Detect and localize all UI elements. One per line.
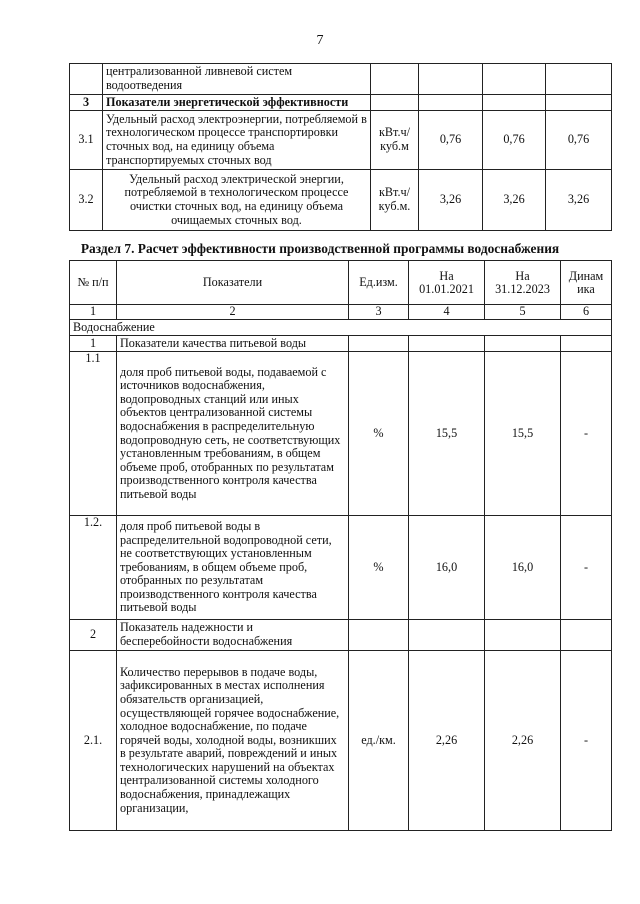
column-number: 5 [485, 305, 561, 320]
indicator-name: Количество перерывов в подаче воды, зафиксированных в местах исполнения обязательств организацией, осуществляющей горячее водоснабжение, холодное водоснабжение, по подаче горячей воды, холодной воды, возникших в результате аварий, повреждений и иных технологических нарушений на объектах централизованной системы холодного водоснабжения, принадлежащих организации, [117, 651, 349, 831]
row-number: 3.2 [70, 170, 103, 231]
value-cell [419, 64, 483, 95]
value-dynamics: - [561, 352, 612, 516]
group-label: Водоснабжение [70, 320, 612, 336]
table-row [70, 95, 612, 111]
table-row [70, 620, 612, 651]
table-row [70, 111, 612, 170]
column-number: 3 [349, 305, 409, 320]
header-unit: Ед.изм. [349, 261, 409, 305]
value-cell: 3,26 [546, 170, 612, 231]
row-number: 3 [70, 95, 103, 111]
table-row [70, 516, 612, 620]
indicator-name: Удельный расход электрической энергии, потребляемой в технологическом процессе очистки сточных вод, на единицу объема очищаемых сточных вод. [103, 170, 371, 231]
value-cell: 3,26 [419, 170, 483, 231]
value-cell [546, 64, 612, 95]
indicator-name: Показатели качества питьевой воды [117, 336, 349, 352]
row-number: 1 [70, 336, 117, 352]
value-dynamics [561, 336, 612, 352]
indicator-name: Удельный расход электроэнергии, потребляемой в технологическом процессе транспортировки сточных вод, на единицу объема транспортируемых сточных вод [103, 111, 371, 170]
value-start: 15,5 [409, 352, 485, 516]
value-dynamics: - [561, 651, 612, 831]
unit-cell: % [349, 516, 409, 620]
unit-cell: % [349, 352, 409, 516]
unit-cell [371, 95, 419, 111]
value-cell: 3,26 [483, 170, 546, 231]
unit-cell [349, 620, 409, 651]
indicator-name: Показатели энергетической эффективности [103, 95, 371, 111]
header-end: На 31.12.2023 [485, 261, 561, 305]
unit-cell: ед./км. [349, 651, 409, 831]
unit-cell [371, 64, 419, 95]
value-cell: 0,76 [483, 111, 546, 170]
row-number [70, 64, 103, 95]
row-number: 2 [70, 620, 117, 651]
value-start: 2,26 [409, 651, 485, 831]
value-cell [546, 95, 612, 111]
value-end [485, 336, 561, 352]
value-cell [483, 64, 546, 95]
value-dynamics [561, 620, 612, 651]
water-supply-efficiency-table [69, 260, 612, 831]
section-title: Раздел 7. Расчет эффективности производственной программы водоснабжения [80, 241, 560, 256]
group-row [70, 320, 612, 336]
value-end: 15,5 [485, 352, 561, 516]
value-end: 16,0 [485, 516, 561, 620]
column-number: 4 [409, 305, 485, 320]
value-cell [419, 95, 483, 111]
indicator-name: Показатель надежности и бесперебойности водоснабжения [117, 620, 349, 651]
value-cell: 0,76 [546, 111, 612, 170]
header-start: На 01.01.2021 [409, 261, 485, 305]
table-row [70, 64, 612, 95]
unit-cell: кВт.ч/ куб.м [371, 111, 419, 170]
unit-cell: кВт.ч/ куб.м. [371, 170, 419, 231]
energy-efficiency-table [69, 63, 612, 231]
value-cell: 0,76 [419, 111, 483, 170]
page-number: 7 [316, 33, 324, 48]
unit-cell [349, 336, 409, 352]
value-start: 16,0 [409, 516, 485, 620]
row-number: 1.2. [70, 516, 117, 620]
column-number: 2 [117, 305, 349, 320]
table-row [70, 651, 612, 831]
column-number: 6 [561, 305, 612, 320]
row-number: 1.1 [70, 352, 117, 516]
row-number: 3.1 [70, 111, 103, 170]
value-end: 2,26 [485, 651, 561, 831]
row-number: 2.1. [70, 651, 117, 831]
column-number-row [70, 305, 612, 320]
table-row [70, 336, 612, 352]
value-end [485, 620, 561, 651]
value-cell [483, 95, 546, 111]
table-row [70, 170, 612, 231]
header-num: № п/п [70, 261, 117, 305]
value-start [409, 620, 485, 651]
table-header-row [70, 261, 612, 305]
value-start [409, 336, 485, 352]
indicator-name: доля проб питьевой воды в распределительной водопроводной сети, не соответствующих установленным требованиям, в общем объеме проб, отобранных по результатам производственного контроля качества питьевой воды [117, 516, 349, 620]
table-row [70, 352, 612, 516]
value-dynamics: - [561, 516, 612, 620]
column-number: 1 [70, 305, 117, 320]
header-dynamics: Динам ика [561, 261, 612, 305]
header-name: Показатели [117, 261, 349, 305]
indicator-name: централизованной ливневой систем водоотведения [103, 64, 371, 95]
indicator-name: доля проб питьевой воды, подаваемой с источников водоснабжения, водопроводных станций или иных объектов централизованной системы водоснабжения в распределительную водопроводную сеть, не соответствующих установленным требованиям, в общем объеме проб, отобранных по результатам производственного контроля качества питьевой воды [117, 352, 349, 516]
